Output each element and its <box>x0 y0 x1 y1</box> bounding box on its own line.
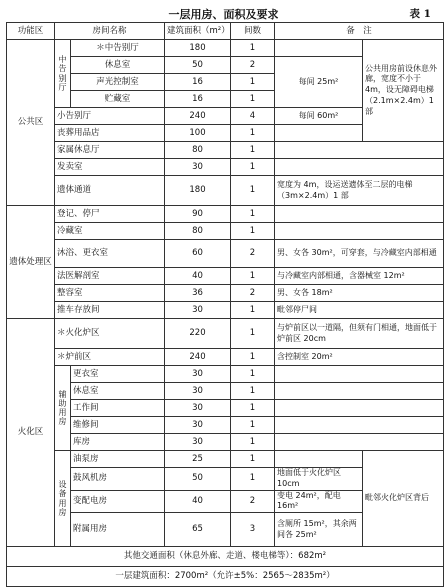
room-name: 家属休息厅 <box>55 142 165 159</box>
note-each-25: 每间 25m² <box>275 57 363 108</box>
room-name: 冷藏室 <box>55 223 165 240</box>
note-autopsy: 与冷藏室内部相通，含器械室 12m² <box>275 268 444 285</box>
room-count: 1 <box>231 142 275 159</box>
header-count: 间数 <box>231 23 275 40</box>
table-row <box>7 176 444 206</box>
room-count: 1 <box>231 349 275 366</box>
table-title-bar <box>0 6 447 20</box>
room-area: 80 <box>165 142 231 159</box>
room-count: 2 <box>231 240 275 268</box>
table-row <box>7 268 444 285</box>
room-note <box>275 383 444 400</box>
zone-body: 遗体处理区 <box>7 206 55 319</box>
header-area: 建筑面积（m²） <box>165 23 231 40</box>
room-name: 休息室 <box>71 383 165 400</box>
room-area: 16 <box>165 74 231 91</box>
room-count: 1 <box>231 159 275 176</box>
footer-row <box>7 547 444 567</box>
note-makeup: 男、女各 18m² <box>275 285 444 302</box>
room-note <box>275 125 363 142</box>
room-note <box>275 417 444 434</box>
room-area: 30 <box>165 400 231 417</box>
room-name: 更衣室 <box>71 366 165 383</box>
note-power: 变电 24m²，配电 16m² <box>275 490 363 513</box>
room-area: 25 <box>165 451 231 468</box>
table-row <box>7 240 444 268</box>
header-row <box>7 23 444 40</box>
room-name: 小告别厅 <box>55 108 165 125</box>
room-name: 登记、停尸 <box>55 206 165 223</box>
other-area-summary: 其他交通面积（休息外廊、走道、楼电梯等）：682m² <box>7 547 444 567</box>
table-row <box>7 319 444 349</box>
room-name: ＊炉前区 <box>55 349 165 366</box>
header-room: 房间名称 <box>55 23 165 40</box>
room-note <box>275 40 363 57</box>
room-name: 遗体通道 <box>55 176 165 206</box>
table-row <box>7 302 444 319</box>
subgroup-mid-hall: 中告别厅 <box>55 40 71 108</box>
room-area: 65 <box>165 513 231 547</box>
table-title: 一层用房、面积及要求 <box>168 8 279 21</box>
table-row <box>7 223 444 240</box>
subgroup-equip: 设备用房 <box>55 451 71 547</box>
room-area: 30 <box>165 434 231 451</box>
room-area: 90 <box>165 206 231 223</box>
zone-public: 公共区 <box>7 40 55 206</box>
room-area: 180 <box>165 176 231 206</box>
room-count: 1 <box>231 319 275 349</box>
room-area: 30 <box>165 383 231 400</box>
room-note <box>275 400 444 417</box>
room-area: 30 <box>165 302 231 319</box>
table-row <box>7 159 444 176</box>
room-name: 鼓风机房 <box>71 468 165 491</box>
room-area: 30 <box>165 417 231 434</box>
room-name: ＊火化炉区 <box>55 319 165 349</box>
room-area: 60 <box>165 240 231 268</box>
room-area: 50 <box>165 57 231 74</box>
note-public-group: 公共用房前设休息外廊，宽度不小于 4m，设无障碍电梯（2.1m×2.4m）1 部 <box>363 40 444 142</box>
subgroup-aux: 辅助用房 <box>55 366 71 451</box>
room-name: ＊中告别厅 <box>71 40 165 57</box>
note-cart: 毗邻停尸间 <box>275 302 444 319</box>
room-count: 1 <box>231 366 275 383</box>
room-name: 沐浴、更衣室 <box>55 240 165 268</box>
room-note <box>275 159 444 176</box>
room-name: 贮藏室 <box>71 91 165 108</box>
room-count: 2 <box>231 285 275 302</box>
table-row <box>7 451 444 468</box>
room-area: 80 <box>165 223 231 240</box>
room-area: 40 <box>165 490 231 513</box>
table-row <box>7 434 444 451</box>
room-area: 50 <box>165 468 231 491</box>
room-count: 2 <box>231 490 275 513</box>
room-count: 1 <box>231 223 275 240</box>
table-row <box>7 206 444 223</box>
room-count: 1 <box>231 383 275 400</box>
table-row <box>7 400 444 417</box>
header-note: 备 注 <box>275 23 444 40</box>
room-area: 36 <box>165 285 231 302</box>
room-count: 1 <box>231 400 275 417</box>
room-area: 180 <box>165 40 231 57</box>
footer-row <box>7 567 444 587</box>
room-name: 油泵房 <box>71 451 165 468</box>
room-name: 休息室 <box>71 57 165 74</box>
table-row <box>7 417 444 434</box>
room-name: 附属用房 <box>71 513 165 547</box>
room-count: 1 <box>231 74 275 91</box>
room-name: 库房 <box>71 434 165 451</box>
room-count: 4 <box>231 108 275 125</box>
room-count: 1 <box>231 206 275 223</box>
room-note <box>275 223 444 240</box>
note-shower: 男、女各 30m²，可穿套，与冷藏室内部相通 <box>275 240 444 268</box>
room-name: 法医解剖室 <box>55 268 165 285</box>
room-name: 丧葬用品店 <box>55 125 165 142</box>
note-channel: 宽度为 4m，设运送遗体至二层的电梯（3m×2.4m）1 部 <box>275 176 444 206</box>
room-area: 240 <box>165 349 231 366</box>
room-area: 220 <box>165 319 231 349</box>
room-count: 3 <box>231 513 275 547</box>
room-area: 30 <box>165 366 231 383</box>
table-row <box>7 142 444 159</box>
room-name: 整容室 <box>55 285 165 302</box>
table-row <box>7 285 444 302</box>
room-name: 声光控制室 <box>71 74 165 91</box>
table-row <box>7 383 444 400</box>
room-count: 2 <box>231 57 275 74</box>
note-equip-group: 毗邻火化炉区背后 <box>363 451 444 547</box>
room-note <box>275 142 444 159</box>
room-count: 1 <box>231 176 275 206</box>
note-each-60: 每间 60m² <box>275 108 363 125</box>
table-row <box>7 40 444 57</box>
room-name: 发卖室 <box>55 159 165 176</box>
room-count: 1 <box>231 125 275 142</box>
room-name: 维修间 <box>71 417 165 434</box>
room-count: 1 <box>231 40 275 57</box>
note-furnace: 与炉前区以一道隔，但须有门相通，地面低于炉前区 20cm <box>275 319 444 349</box>
room-note <box>275 451 363 468</box>
zone-cremation: 火化区 <box>7 319 55 547</box>
room-note <box>275 366 444 383</box>
room-name: 变配电房 <box>71 490 165 513</box>
room-area: 40 <box>165 268 231 285</box>
header-zone: 功能区 <box>7 23 55 40</box>
note-annex: 含厕所 15m²，其余两间各 25m² <box>275 513 363 547</box>
room-count: 1 <box>231 268 275 285</box>
room-count: 1 <box>231 468 275 491</box>
room-area: 16 <box>165 91 231 108</box>
room-count: 1 <box>231 417 275 434</box>
room-area: 30 <box>165 159 231 176</box>
room-name: 推车存放间 <box>55 302 165 319</box>
room-area-table <box>6 22 444 587</box>
total-area-summary: 一层建筑面积：2700m²（允许±5%：2565～2835m²） <box>7 567 444 587</box>
table-row <box>7 349 444 366</box>
room-area: 240 <box>165 108 231 125</box>
table-row <box>7 366 444 383</box>
room-count: 1 <box>231 434 275 451</box>
room-count: 1 <box>231 302 275 319</box>
room-count: 1 <box>231 451 275 468</box>
room-count: 1 <box>231 91 275 108</box>
room-note <box>275 206 444 223</box>
room-note <box>275 434 444 451</box>
room-name: 工作间 <box>71 400 165 417</box>
note-front: 含控制室 20m² <box>275 349 444 366</box>
note-blower: 地面低于火化炉区 10cm <box>275 468 363 491</box>
room-area: 100 <box>165 125 231 142</box>
table-number: 表 1 <box>409 8 431 20</box>
